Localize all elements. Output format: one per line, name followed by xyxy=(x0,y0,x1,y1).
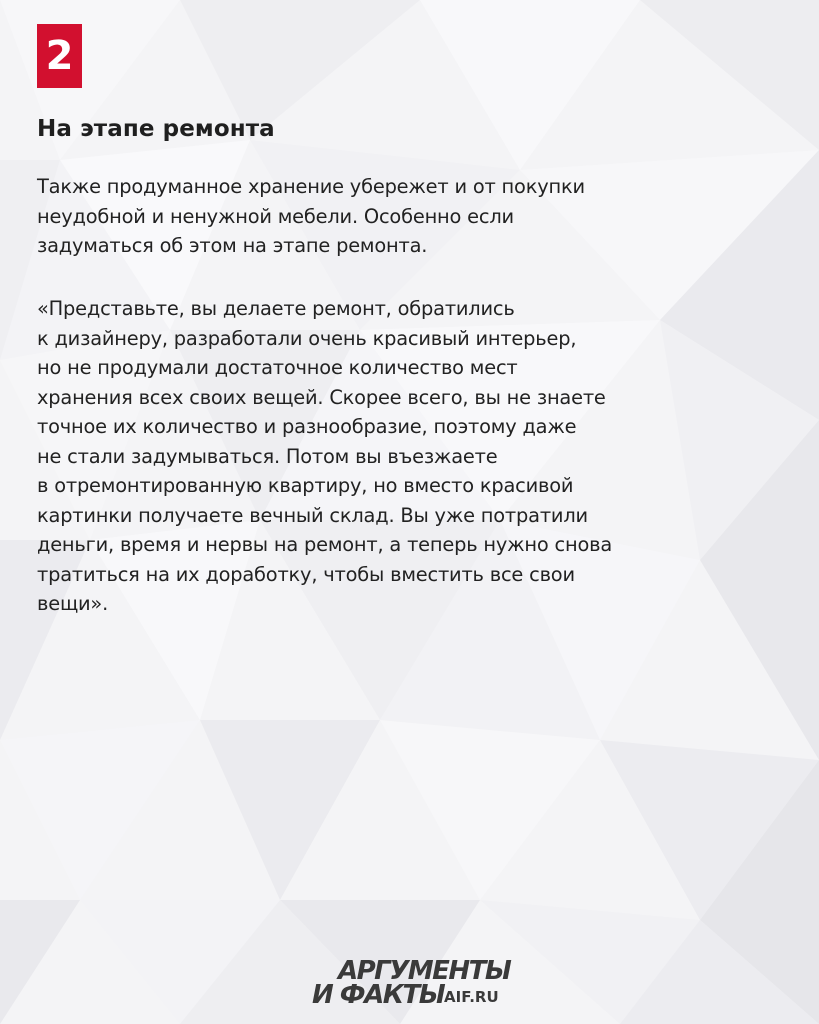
logo-line-2: И ФАКТЫ xyxy=(312,980,445,1010)
intro-paragraph: Также продуманное хранение убережет и от покупки неудобной и ненужной мебели. Особенно если задуматься об этом на этапе ремонта. xyxy=(37,175,585,257)
aif-logo xyxy=(312,958,522,1010)
quote-paragraph: «Представьте, вы делаете ремонт, обратились к дизайнеру, разработали очень красивый интерьер, но не продумали достаточное количество мест хранения всех своих вещей. Скорее всего, вы не знаете точное их количество и разнообразие, поэтому даже не стали задумываться. Потом вы въезжаете в отремонтированную квартиру, но вместо красивой картинки получаете вечный склад. Вы уже потратили деньги, время и нервы на ремонт, а теперь нужно снова тратиться на их доработку, чтобы вместить все свои вещи». xyxy=(37,297,613,615)
logo-site: AIF.RU xyxy=(444,988,499,1006)
section-title: На этапе ремонта xyxy=(37,116,275,142)
slide-number-badge: 2 xyxy=(37,24,82,88)
logo-line-1: АРГУМЕНТЫ xyxy=(338,956,511,986)
